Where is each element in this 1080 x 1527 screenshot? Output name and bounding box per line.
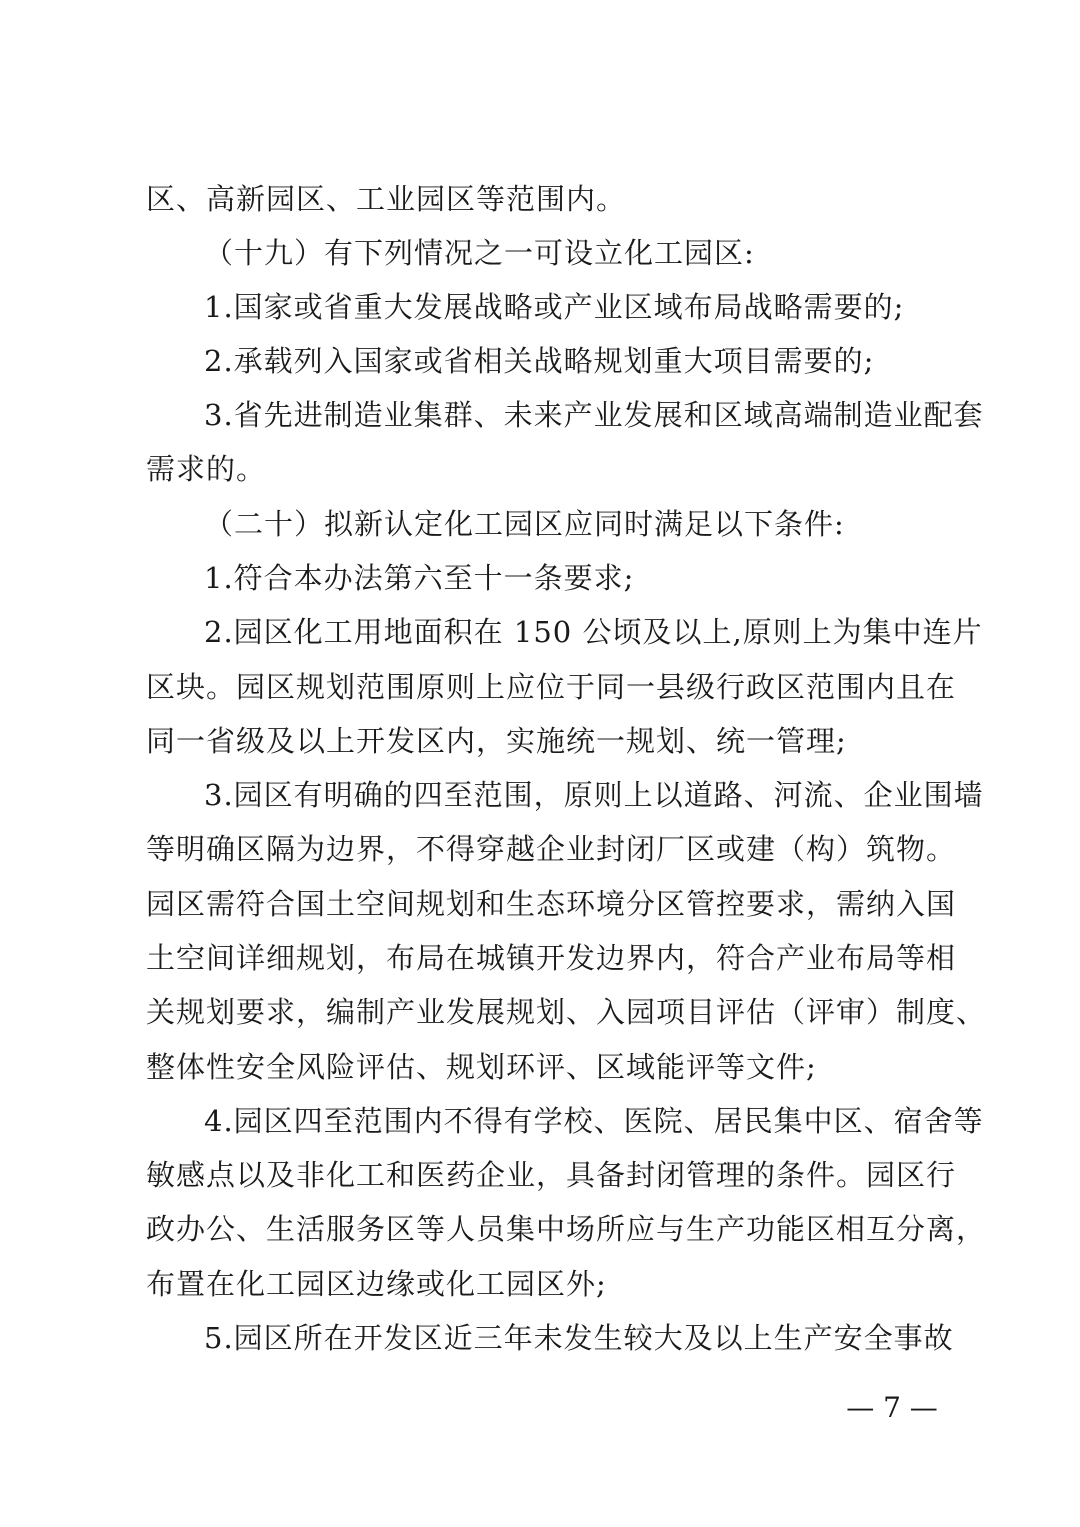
text-line: 敏感点以及非化工和医药企业，具备封闭管理的条件。园区行 [146, 1158, 957, 1192]
list-item: 2.承载列入国家或省相关战略规划重大项目需要的; [204, 344, 875, 378]
section-heading: （二十）拟新认定化工园区应同时满足以下条件: [204, 507, 845, 541]
list-item: 3.园区有明确的四至范围，原则上以道路、河流、企业围墙 [204, 778, 984, 812]
text-line: 园区需符合国土空间规划和生态环境分区管控要求，需纳入国 [146, 887, 957, 921]
text-line: 区块。园区规划范围原则上应位于同一县级行政区范围内且在 [146, 670, 957, 704]
text-line: 土空间详细规划，布局在城镇开发边界内，符合产业布局等相 [146, 941, 957, 975]
text-line: 需求的。 [146, 452, 267, 486]
page-number: — 7 — [846, 1391, 938, 1424]
text-line: 等明确区隔为边界，不得穿越企业封闭厂区或建（构）筑物。 [146, 832, 957, 866]
list-item: 5.园区所在开发区近三年未发生较大及以上生产安全事故 [204, 1321, 954, 1355]
text-line: 布置在化工园区边缘或化工园区外; [146, 1267, 607, 1301]
list-item: 3.省先进制造业集群、未来产业发展和区域高端制造业配套 [204, 398, 984, 432]
text-line: 同一省级及以上开发区内，实施统一规划、统一管理; [146, 724, 847, 758]
list-item: 1.国家或省重大发展战略或产业区域布局战略需要的; [204, 290, 905, 324]
list-item: 2.园区化工用地面积在 150 公顷及以上,原则上为集中连片 [204, 615, 983, 649]
list-item: 1.符合本办法第六至十一条要求; [204, 561, 635, 595]
text-line: 关规划要求，编制产业发展规划、入园项目评估（评审）制度、 [146, 995, 987, 1029]
text-line: 政办公、生活服务区等人员集中场所应与生产功能区相互分离， [146, 1212, 987, 1246]
section-heading: （十九）有下列情况之一可设立化工园区: [204, 236, 755, 270]
text-line: 整体性安全风险评估、规划环评、区域能评等文件; [146, 1050, 817, 1084]
text-line: 区、高新园区、工业园区等范围内。 [146, 182, 627, 216]
list-item: 4.园区四至范围内不得有学校、医院、居民集中区、宿舍等 [204, 1104, 984, 1138]
